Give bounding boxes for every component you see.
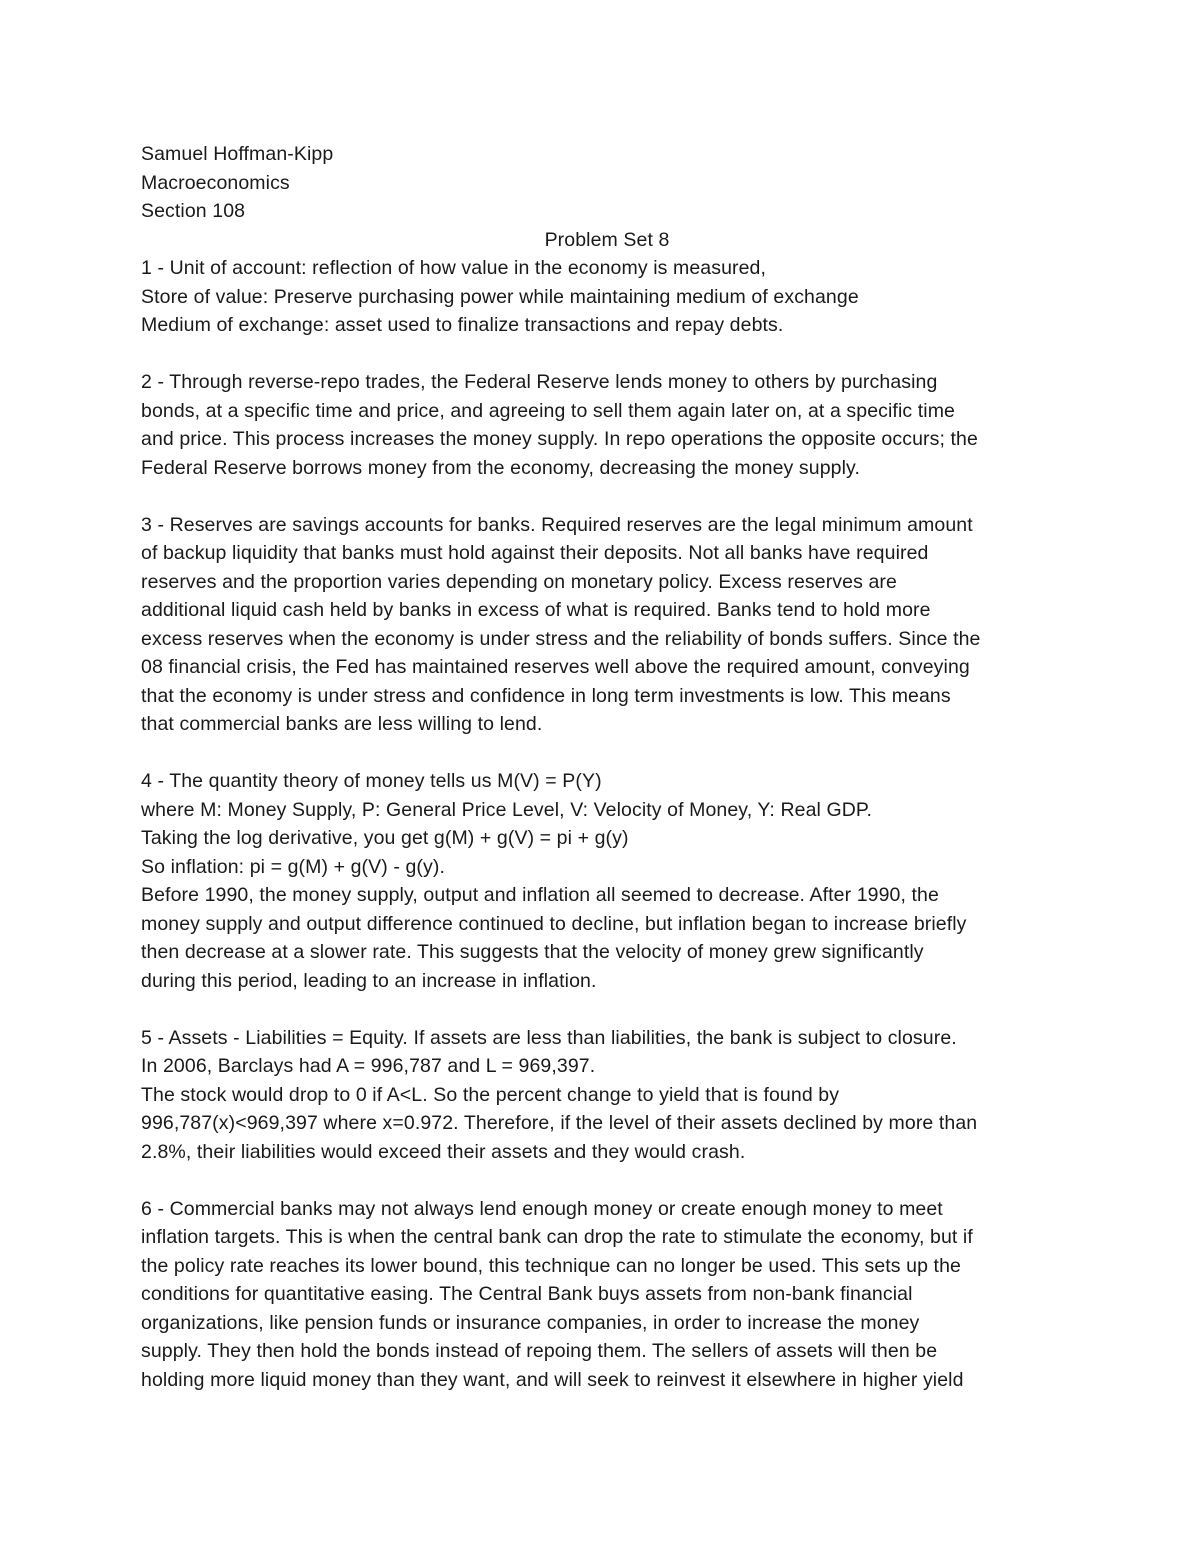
- answer-line: So inflation: pi = g(M) + g(V) - g(y).: [141, 855, 445, 878]
- answer-line: 3 - Reserves are savings accounts for banks. Required reserves are the legal minimum amount: [141, 513, 973, 536]
- paragraph-spacer: [141, 340, 1071, 369]
- document-title: Problem Set 8: [544, 228, 670, 251]
- answer-line: the policy rate reaches its lower bound, this technique can no longer be used. This sets up the: [141, 1254, 961, 1277]
- answer-line: that commercial banks are less willing to lend.: [141, 713, 543, 735]
- answer-line: supply. They then hold the bonds instead of repoing them. The sellers of assets will then be: [141, 1340, 938, 1362]
- section-number: Section 108: [141, 200, 246, 222]
- document-body: [141, 140, 1071, 1394]
- answer-paragraph-5: [141, 1024, 1071, 1167]
- answer-paragraph-6: [141, 1195, 1071, 1395]
- answer-paragraph-1: [141, 254, 1071, 340]
- answer-line: organizations, like pension funds or insurance companies, in order to increase the money: [141, 1311, 920, 1334]
- answer-paragraph-3: [141, 511, 1071, 739]
- answer-line: 08 financial crisis, the Fed has maintained reserves well above the required amount, conveying: [141, 656, 970, 678]
- answer-line: money supply and output difference continued to decline, but inflation began to increase briefly: [141, 912, 967, 935]
- paragraph-spacer: [141, 482, 1071, 511]
- answer-line: 2.8%, their liabilities would exceed their assets and they would crash.: [141, 1140, 746, 1163]
- answer-line: 4 - The quantity theory of money tells us M(V) = P(Y): [141, 770, 602, 792]
- answer-line: of backup liquidity that banks must hold against their deposits. Not all banks have required: [141, 542, 929, 564]
- answers-container: [141, 254, 1071, 1394]
- answer-line: and price. This process increases the money supply. In repo operations the opposite occurs; the: [141, 428, 978, 450]
- answer-line: excess reserves when the economy is under stress and the reliability of bonds suffers. Since the: [141, 627, 981, 650]
- answer-line: Taking the log derivative, you get g(M) + g(V) = pi + g(y): [141, 827, 629, 849]
- answer-line: 6 - Commercial banks may not always lend enough money or create enough money to meet: [141, 1197, 943, 1220]
- answer-line: additional liquid cash held by banks in excess of what is required. Banks tend to hold more: [141, 599, 931, 621]
- answer-line: The stock would drop to 0 if A<L. So the percent change to yield that is found by: [141, 1083, 840, 1106]
- answer-line: 1 - Unit of account: reflection of how value in the economy is measured,: [141, 257, 767, 279]
- answer-line: Medium of exchange: asset used to finalize transactions and repay debts.: [141, 314, 784, 336]
- answer-line: 5 - Assets - Liabilities = Equity. If assets are less than liabilities, the bank is subject to closure.: [141, 1026, 957, 1049]
- answer-line: inflation targets. This is when the central bank can drop the rate to stimulate the economy, but if: [141, 1226, 973, 1248]
- answer-paragraph-2: [141, 368, 1071, 482]
- answer-line: 2 - Through reverse-repo trades, the Federal Reserve lends money to others by purchasing: [141, 371, 938, 393]
- answer-line: holding more liquid money than they want, and will seek to reinvest it elsewhere in higher yield: [141, 1368, 964, 1391]
- author-name: Samuel Hoffman-Kipp: [141, 143, 334, 165]
- answer-line: where M: Money Supply, P: General Price Level, V: Velocity of Money, Y: Real GDP.: [141, 798, 873, 821]
- answer-line: conditions for quantitative easing. The Central Bank buys assets from non-bank financial: [141, 1283, 913, 1305]
- answer-line: that the economy is under stress and confidence in long term investments is low. This means: [141, 684, 951, 707]
- paragraph-spacer: [141, 739, 1071, 768]
- answer-line: 996,787(x)<969,397 where x=0.972. Therefore, if the level of their assets declined by more than: [141, 1112, 978, 1134]
- paragraph-spacer: [141, 995, 1071, 1024]
- answer-line: Federal Reserve borrows money from the economy, decreasing the money supply.: [141, 456, 860, 479]
- answer-line: Store of value: Preserve purchasing power while maintaining medium of exchange: [141, 285, 859, 308]
- answer-line: reserves and the proportion varies depending on monetary policy. Excess reserves are: [141, 570, 897, 593]
- answer-line: during this period, leading to an increase in inflation.: [141, 969, 597, 992]
- answer-line: then decrease at a slower rate. This suggests that the velocity of money grew significantly: [141, 941, 924, 963]
- answer-paragraph-4: [141, 767, 1071, 995]
- answer-line: bonds, at a specific time and price, and agreeing to sell them again later on, at a specific time: [141, 399, 955, 422]
- answer-line: In 2006, Barclays had A = 996,787 and L = 969,397.: [141, 1055, 596, 1077]
- paragraph-spacer: [141, 1166, 1071, 1195]
- answer-line: Before 1990, the money supply, output and inflation all seemed to decrease. After 1990, the: [141, 884, 939, 906]
- course-name: Macroeconomics: [141, 171, 290, 194]
